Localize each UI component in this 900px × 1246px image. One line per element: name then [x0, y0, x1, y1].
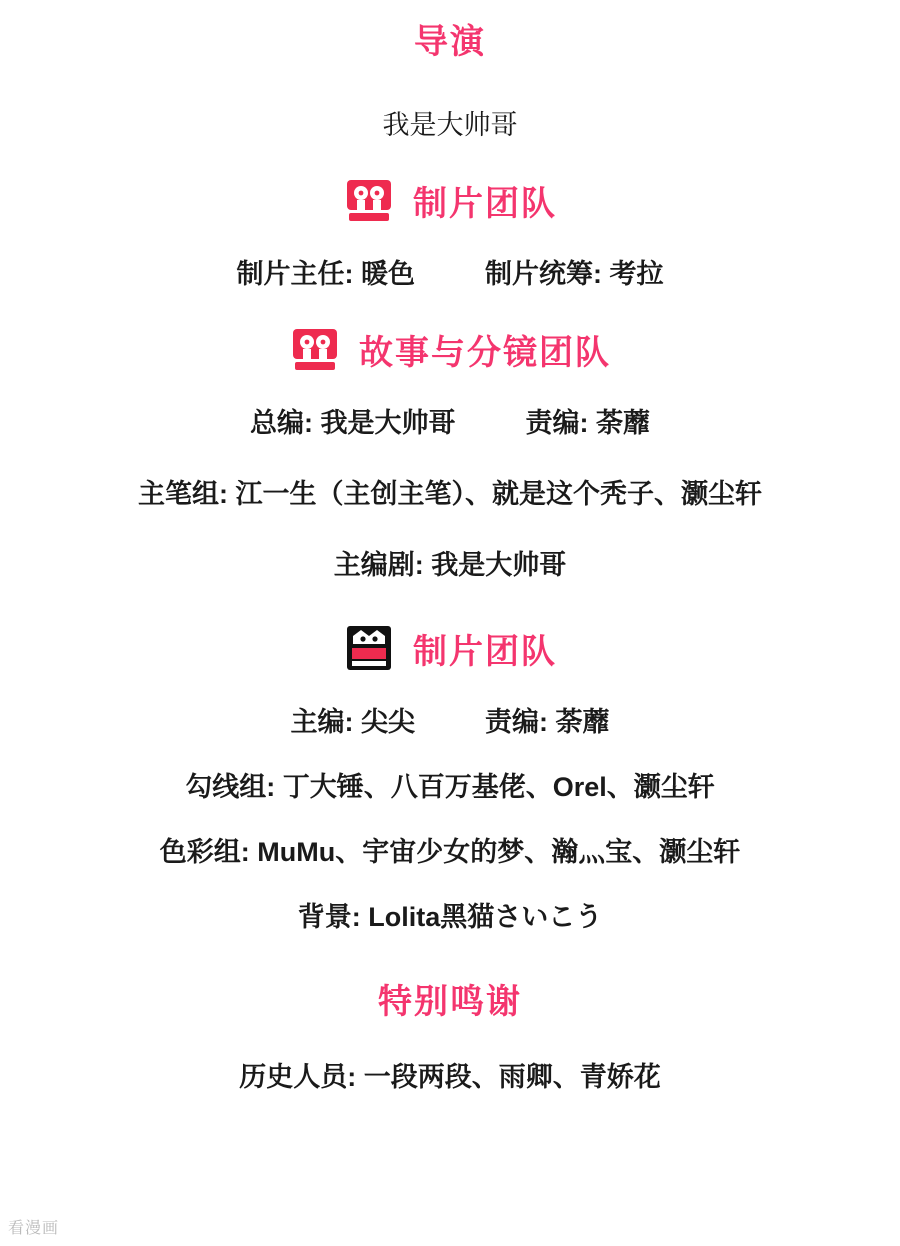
lead-artist-group: 主笔组: 江一生（主创主笔）、就是这个秃子、灏尘轩 [138, 479, 762, 509]
chuanqi-manye-logo-icon [343, 622, 395, 674]
story-team-header [289, 323, 611, 375]
responsible-editor-2: 责编: 荼蘼 [485, 707, 610, 737]
production-team-2-title: 制片团队 [413, 632, 557, 671]
director-name: 我是大帅哥 [382, 110, 518, 140]
main-editor: 主编: 尖尖 [290, 707, 415, 737]
hanman-culture-logo-icon [289, 323, 341, 375]
head-screenwriter: 主编剧: 我是大帅哥 [333, 550, 567, 580]
production-team-1-title: 制片团队 [413, 184, 557, 223]
responsible-editor: 责编: 荼蘼 [525, 408, 650, 438]
production-team-1-row [0, 252, 900, 291]
chief-editor: 总编: 我是大帅哥 [250, 408, 456, 438]
story-team-row [0, 401, 900, 440]
director-title: 导演 [414, 23, 486, 61]
production-director: 制片主任: 暖色 [236, 259, 415, 289]
production-team-2-header [343, 622, 557, 674]
production-coordinator: 制片统筹: 考拉 [485, 259, 664, 289]
special-thanks-members: 历史人员: 一段两段、雨卿、青娇花 [239, 1062, 661, 1092]
lineart-group: 勾线组: 丁大锤、八百万基佬、Orel、灏尘轩 [185, 772, 715, 802]
watermark: 看漫画 [8, 1220, 60, 1237]
production-team-1-header [343, 174, 557, 226]
background-artist: 背景: Lolita黑猫さいこう [297, 902, 603, 932]
color-group: 色彩组: MuMu、宇宙少女的梦、瀚灬宝、灏尘轩 [159, 837, 741, 867]
story-team-title: 故事与分镜团队 [359, 333, 611, 372]
production-team-2-row [0, 700, 900, 739]
hanman-culture-logo-icon [343, 174, 395, 226]
special-thanks-title: 特别鸣谢 [378, 983, 522, 1021]
